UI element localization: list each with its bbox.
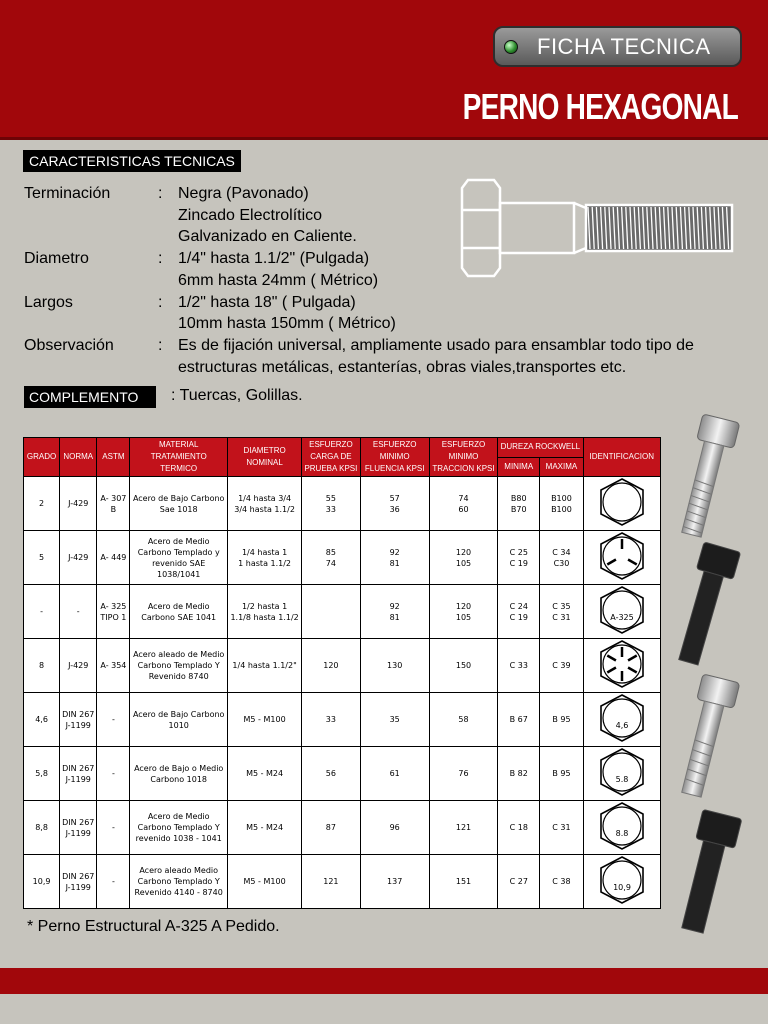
- cell-carga: 55 33: [302, 477, 360, 531]
- zinc-bolt-photo-2: [668, 672, 740, 800]
- cell-diametro: 1/4 hasta 1 1 hasta 1.1/2: [227, 531, 301, 585]
- footnote: * Perno Estructural A-325 A Pedido.: [27, 918, 280, 935]
- header-band: [0, 0, 768, 140]
- cell-carga: 85 74: [302, 531, 360, 585]
- cell-carga: 120: [302, 639, 360, 693]
- cell-traccion: 121: [429, 801, 497, 855]
- mark-label: 5.8: [615, 775, 629, 784]
- cell-fluencia: 96: [360, 801, 429, 855]
- cell-traccion: 76: [429, 747, 497, 801]
- th-dureza: DUREZA ROCKWELL: [498, 438, 583, 458]
- cell-astm: -: [97, 747, 130, 801]
- cell-grado: 2: [24, 477, 60, 531]
- th-traccion: ESFUERZO MINIMO TRACCION KPSI: [429, 438, 497, 477]
- spec-colon: :: [158, 185, 163, 202]
- th-identificacion: IDENTIFICACION: [583, 438, 660, 477]
- hex-head-mark-icon: [587, 477, 657, 527]
- hex-head-mark-icon: [587, 855, 657, 905]
- cell-fluencia: 35: [360, 693, 429, 747]
- cell-diametro: M5 - M100: [227, 855, 301, 909]
- cell-maxima: C 38: [540, 855, 583, 909]
- spec-value-line: Zincado Electrolítico: [178, 206, 323, 224]
- cell-norma: DIN 267 J-1199: [60, 693, 97, 747]
- mark-label: 4,6: [615, 721, 629, 730]
- mark-label: 10,9: [612, 883, 631, 892]
- complemento-heading: COMPLEMENTO: [24, 386, 156, 408]
- spec-value-line: Es de fijación universal, ampliamente usado para ensamblar todo tipo de: [178, 336, 694, 354]
- th-carga: ESFUERZO CARGA DE PRUEBA KPSI: [302, 438, 360, 477]
- black-bolt-photo: [665, 540, 741, 668]
- spec-value-line: Galvanizado en Caliente.: [178, 228, 357, 246]
- cell-grado: 5: [24, 531, 60, 585]
- spec-row: [24, 335, 758, 378]
- th-norma: NORMA: [60, 438, 97, 477]
- cell-astm: A- 449: [97, 531, 130, 585]
- cell-diametro: M5 - M100: [227, 693, 301, 747]
- mark-label: A-325: [610, 613, 634, 622]
- cell-norma: J-429: [60, 639, 97, 693]
- cell-maxima: C 39: [540, 639, 583, 693]
- cell-astm: -: [97, 801, 130, 855]
- spec-value-line: 1/2" hasta 18" ( Pulgada): [178, 293, 356, 311]
- cell-fluencia: 137: [360, 855, 429, 909]
- complemento-value: : Tuercas, Golillas.: [171, 387, 303, 404]
- table-row: [24, 639, 661, 693]
- cell-carga: [302, 585, 360, 639]
- cell-maxima: C 31: [540, 801, 583, 855]
- cell-fluencia: 61: [360, 747, 429, 801]
- cell-maxima: B 95: [540, 693, 583, 747]
- th-maxima: MAXIMA: [540, 457, 583, 477]
- spec-value-line: 1/4" hasta 1.1/2" (Pulgada): [178, 250, 370, 268]
- table-row: [24, 747, 661, 801]
- cell-minima: C 24 C 19: [498, 585, 540, 639]
- cell-fluencia: 92 81: [360, 531, 429, 585]
- cell-grado: 10,9: [24, 855, 60, 909]
- grades-table: [23, 437, 661, 909]
- cell-identificacion: [583, 585, 660, 639]
- cell-identificacion: [583, 801, 660, 855]
- cell-minima: B80 B70: [498, 477, 540, 531]
- table-row: [24, 855, 661, 909]
- cell-material: Acero de Bajo Carbono Sae 1018: [130, 477, 227, 531]
- badge-label: FICHA TECNICA: [537, 33, 711, 59]
- mark-label: 8.8: [615, 829, 629, 838]
- cell-diametro: M5 - M24: [227, 747, 301, 801]
- cell-minima: B 82: [498, 747, 540, 801]
- cell-identificacion: [583, 477, 660, 531]
- cell-traccion: 150: [429, 639, 497, 693]
- cell-diametro: 1/2 hasta 1 1.1/8 hasta 1.1/2: [227, 585, 301, 639]
- green-bullet-icon: [504, 40, 518, 54]
- cell-identificacion: [583, 639, 660, 693]
- th-diametro: DIAMETRO NOMINAL: [227, 438, 301, 477]
- spec-key: Largos: [24, 293, 73, 311]
- th-minima: MINIMA: [498, 457, 540, 477]
- bolt-drawing-icon: [458, 176, 738, 280]
- cell-grado: -: [24, 585, 60, 639]
- table-row: [24, 585, 661, 639]
- table-row: [24, 801, 661, 855]
- cell-astm: -: [97, 855, 130, 909]
- spec-values: [168, 335, 758, 378]
- cell-material: Acero de Medio Carbono SAE 1041: [130, 585, 227, 639]
- spec-value-line: 10mm hasta 150mm ( Métrico): [178, 315, 396, 333]
- cell-material: Acero de Medio Carbono Templado y revenido SAE 1038/1041: [130, 531, 227, 585]
- zinc-bolt-photo: [668, 412, 740, 540]
- characteristics-heading: CARACTERISTICAS TECNICAS: [23, 150, 241, 172]
- cell-fluencia: 92 81: [360, 585, 429, 639]
- hex-head-mark-icon: [587, 747, 657, 797]
- spec-values: [168, 292, 758, 335]
- cell-traccion: 74 60: [429, 477, 497, 531]
- spec-key: Diametro: [24, 250, 89, 268]
- cell-minima: C 18: [498, 801, 540, 855]
- hex-head-mark-icon: [587, 801, 657, 851]
- footer-band: [0, 968, 768, 994]
- cell-identificacion: [583, 855, 660, 909]
- cell-grado: 4,6: [24, 693, 60, 747]
- spec-key: Observación: [24, 336, 114, 354]
- cell-grado: 8: [24, 639, 60, 693]
- cell-astm: A- 354: [97, 639, 130, 693]
- cell-norma: DIN 267 J-1199: [60, 801, 97, 855]
- cell-material: Acero de Bajo Carbono 1010: [130, 693, 227, 747]
- cell-norma: DIN 267 J-1199: [60, 747, 97, 801]
- th-material: MATERIAL TRATAMIENTO TERMICO: [130, 438, 227, 477]
- cell-grado: 5,8: [24, 747, 60, 801]
- cell-fluencia: 130: [360, 639, 429, 693]
- cell-material: Acero de Medio Carbono Templado Y revenido 1038 - 1041: [130, 801, 227, 855]
- hex-head-mark-icon: [587, 585, 657, 635]
- cell-astm: A- 325 TIPO 1: [97, 585, 130, 639]
- cell-astm: -: [97, 693, 130, 747]
- th-grado: GRADO: [24, 438, 60, 477]
- spec-row: [24, 292, 758, 335]
- hex-head-mark-icon: [587, 639, 657, 689]
- spec-colon: :: [158, 336, 163, 354]
- cell-material: Acero de Bajo o Medio Carbono 1018: [130, 747, 227, 801]
- table-row: [24, 693, 661, 747]
- spec-key: Terminación: [24, 185, 111, 202]
- cell-norma: J-429: [60, 477, 97, 531]
- cell-minima: C 33: [498, 639, 540, 693]
- cell-fluencia: 57 36: [360, 477, 429, 531]
- spec-value-line: estructuras metálicas, estanterías, obras viales,transportes etc.: [178, 358, 627, 376]
- cell-material: Acero aleado Medio Carbono Templado Y Revenido 4140 - 8740: [130, 855, 227, 909]
- spec-value-line: Negra (Pavonado): [178, 185, 309, 202]
- cell-carga: 33: [302, 693, 360, 747]
- spec-value-line: 6mm hasta 24mm ( Métrico): [178, 271, 379, 289]
- cell-identificacion: [583, 693, 660, 747]
- cell-astm: A- 307 B: [97, 477, 130, 531]
- cell-traccion: 120 105: [429, 585, 497, 639]
- page-title: PERNO HEXAGONAL: [462, 86, 738, 127]
- ficha-tecnica-badge: [493, 26, 742, 67]
- cell-maxima: C 34 C30: [540, 531, 583, 585]
- table-row: [24, 531, 661, 585]
- hex-head-mark-icon: [587, 693, 657, 743]
- cell-norma: -: [60, 585, 97, 639]
- cell-traccion: 58: [429, 693, 497, 747]
- cell-maxima: B 95: [540, 747, 583, 801]
- cell-maxima: B100 B100: [540, 477, 583, 531]
- cell-material: Acero aleado de Medio Carbono Templado Y Revenido 8740: [130, 639, 227, 693]
- hex-head-mark-icon: [587, 531, 657, 581]
- cell-diametro: 1/4 hasta 3/4 3/4 hasta 1.1/2: [227, 477, 301, 531]
- th-astm: ASTM: [97, 438, 130, 477]
- cell-traccion: 151: [429, 855, 497, 909]
- cell-traccion: 120 105: [429, 531, 497, 585]
- th-fluencia: ESFUERZO MINIMO FLUENCIA KPSI: [360, 438, 429, 477]
- cell-minima: C 25 C 19: [498, 531, 540, 585]
- cell-maxima: C 35 C 31: [540, 585, 583, 639]
- black-bolt-photo-2: [668, 808, 744, 936]
- cell-grado: 8,8: [24, 801, 60, 855]
- cell-carga: 121: [302, 855, 360, 909]
- cell-carga: 56: [302, 747, 360, 801]
- spec-colon: :: [158, 250, 163, 268]
- cell-identificacion: [583, 747, 660, 801]
- cell-diametro: M5 - M24: [227, 801, 301, 855]
- cell-diametro: 1/4 hasta 1.1/2": [227, 639, 301, 693]
- cell-minima: C 27: [498, 855, 540, 909]
- cell-norma: J-429: [60, 531, 97, 585]
- cell-norma: DIN 267 J-1199: [60, 855, 97, 909]
- table-row: [24, 477, 661, 531]
- cell-carga: 87: [302, 801, 360, 855]
- cell-minima: B 67: [498, 693, 540, 747]
- spec-colon: :: [158, 293, 163, 311]
- cell-identificacion: [583, 531, 660, 585]
